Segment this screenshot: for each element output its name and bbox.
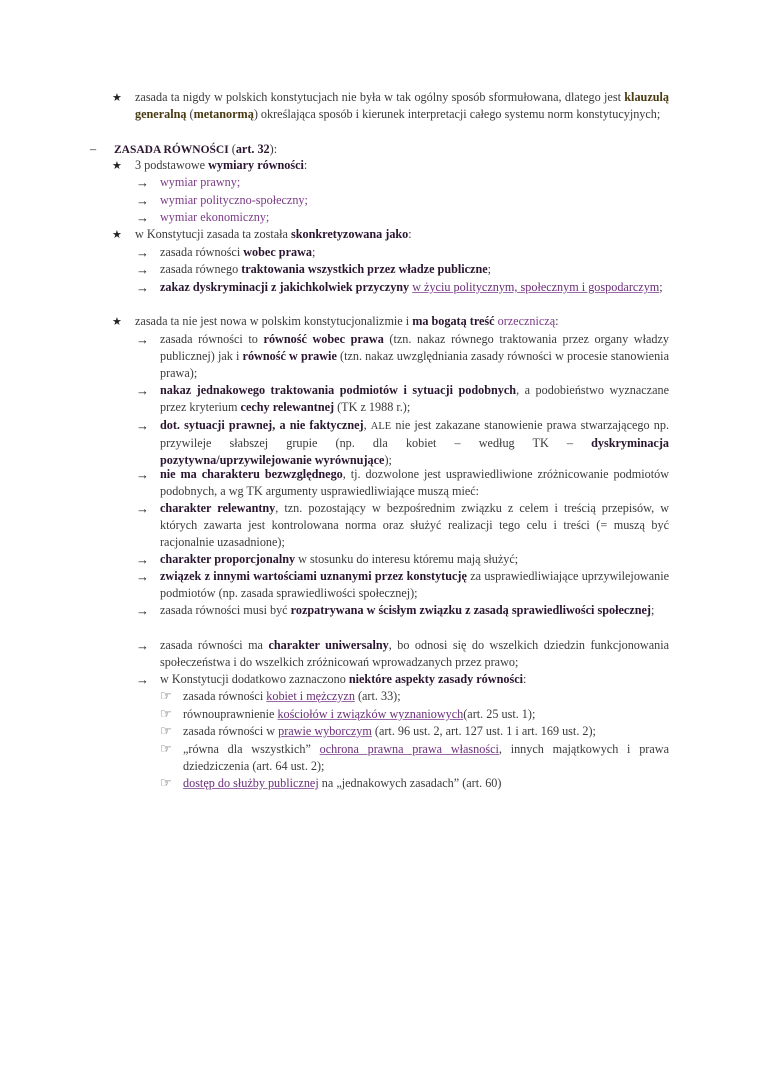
arrow-bullet-icon: → [136, 193, 149, 208]
list-item-wymiar-polityczny: wymiar polityczno-społeczny; [160, 193, 308, 207]
list-item-wobec-prawa: zasada równości wobec prawa; [160, 245, 316, 259]
pointing-hand-icon: ☞ [160, 723, 172, 738]
paragraph-generalna: zasada ta nigdy w polskich konstytucjach nie była w tak ogólny sposób sformułowana, dlatego jest klauzulą generalną (metanormą) określająca sposób i kierunek interpretacji całego systemu norm konstytucyjnych; [135, 90, 669, 122]
link-prawie-wyborczym[interactable]: prawie wyborczym [278, 724, 372, 738]
pointing-hand-icon: ☞ [160, 775, 172, 790]
arrow-bullet-icon: → [136, 672, 149, 687]
arrow-bullet-icon: → [136, 262, 149, 277]
list-item-aspekty: w Konstytucji dodatkowo zaznaczono niektóre aspekty zasady równości: [160, 672, 527, 686]
link-dostep-sluzby[interactable]: dostęp do służby publicznej [183, 776, 319, 790]
paragraph-bogata-tresc: zasada ta nie jest nowa w polskim konstytucjonalizmie i ma bogatą treść orzeczniczą: [135, 314, 559, 328]
link-kosciolow[interactable]: kościołów i związków wyznaniowych [277, 707, 464, 721]
arrow-bullet-icon: → [136, 603, 149, 618]
arrow-bullet-icon: → [136, 245, 149, 260]
arrow-bullet-icon: → [136, 638, 149, 653]
arrow-bullet-icon: → [136, 467, 149, 482]
paragraph-wymiary: 3 podstawowe wymiary równości: [135, 158, 308, 172]
arrow-bullet-icon: → [136, 552, 149, 567]
list-item-traktowania: zasada równego traktowania wszystkich przez władze publiczne; [160, 262, 492, 276]
link-ochrona-prawna[interactable]: ochrona prawna prawa własności [319, 742, 499, 756]
arrow-bullet-icon: → [136, 210, 149, 225]
list-item-sytuacja-prawna: dot. sytuacji prawnej, a nie faktycznej, ALE nie jest zakazane stanowienie prawa stwarzającego np. przywileje słabszej grupie (np. dla kobiet – według TK – dyskryminacja pozytywna/uprzywilejowanie wyrównujące); [160, 418, 669, 468]
list-item-nie-bezwzgledny: nie ma charakteru bezwzględnego, tj. dozwolone jest usprawiedliwione zróżnicowanie podmiotów podobnych, a wg TK argumenty usprawiedliwiające muszą mieć: [160, 467, 669, 499]
list-item-sprawiedliwosc: zasada równości musi być rozpatrywana w ścisłym związku z zasadą sprawiedliwości społecznej; [160, 603, 655, 617]
arrow-bullet-icon: → [136, 332, 149, 347]
list-item-uniwersalny: zasada równości ma charakter uniwersalny, bo odnosi się do wszelkich dziedzin funkcjonowania społeczeństwa i do wszelkich zróżnicowań wprowadzanych przez prawo; [160, 638, 669, 670]
star-bullet-icon: ★ [112, 92, 122, 104]
link-kobiet-mezczyzn[interactable]: kobiet i mężczyzn [266, 689, 355, 703]
arrow-bullet-icon: → [136, 569, 149, 584]
list-item-proporcjonalny: charakter proporcjonalny w stosunku do interesu któremu mają służyć; [160, 552, 519, 566]
section-heading-zasada-rownosci: ZASADA RÓWNOŚCI (art. 32): [114, 142, 278, 156]
star-bullet-icon: ★ [112, 160, 122, 172]
list-item-rownosc-wobec-prawa: zasada równości to równość wobec prawa (tzn. nakaz równego traktowania przez organy władzy publicznej) jak i równość w prawie (tzn. nakaz uwzględniania zasady równości w procesie stanowienia prawa); [160, 332, 669, 381]
sub-item-wyborczym: zasada równości w prawie wyborczym (art. 96 ust. 2, art. 127 ust. 1 i art. 169 ust. 2); [183, 724, 596, 738]
pointing-hand-icon: ☞ [160, 688, 172, 703]
sub-item-kosciolow: równouprawnienie kościołów i związków wyznaniowych(art. 25 ust. 1); [183, 707, 536, 721]
list-item-zakaz-dyskryminacji: zakaz dyskryminacji z jakichkolwiek przyczyny w życiu politycznym, społecznym i gospodarczym; [160, 280, 663, 294]
arrow-bullet-icon: → [136, 383, 149, 398]
link-zycie-polityczne[interactable]: w życiu politycznym, społecznym i gospodarczym [412, 280, 660, 294]
arrow-bullet-icon: → [136, 501, 149, 516]
list-item-zwiazek-wartosci: związek z innymi wartościami uznanymi przez konstytucję za usprawiedliwiające uprzywilejowanie podmiotów (np. zasada sprawiedliwości społecznej); [160, 569, 670, 601]
list-item-relewantny: charakter relewantny, tzn. pozostający w bezpośrednim związku z celem i treścią przepisów, w których zawarta jest kontrolowana norma oraz służyć realizacji tego celu i treści (= muszą być racjonalnie uzasadnione); [160, 501, 669, 550]
pointing-hand-icon: ☞ [160, 706, 172, 721]
arrow-bullet-icon: → [136, 418, 149, 433]
dash-bullet-icon: – [90, 142, 97, 156]
arrow-bullet-icon: → [136, 280, 149, 295]
sub-item-wlasnosci: „równa dla wszystkich” ochrona prawna prawa własności, innych majątkowych i prawa dziedziczenia (art. 64 ust. 2); [183, 742, 669, 774]
arrow-bullet-icon: → [136, 175, 149, 190]
sub-item-kobiet: zasada równości kobiet i mężczyzn (art. 33); [183, 689, 401, 703]
paragraph-skonkretyzowana: w Konstytucji zasada ta została skonkretyzowana jako: [135, 227, 412, 241]
star-bullet-icon: ★ [112, 229, 122, 241]
sub-item-sluzby: dostęp do służby publicznej na „jednakowych zasadach” (art. 60) [183, 776, 502, 790]
star-bullet-icon: ★ [112, 316, 122, 328]
list-item-wymiar-prawny: wymiar prawny; [160, 175, 241, 189]
list-item-wymiar-ekonomiczny: wymiar ekonomiczny; [160, 210, 270, 224]
pointing-hand-icon: ☞ [160, 741, 172, 756]
list-item-nakaz-jednakowego: nakaz jednakowego traktowania podmiotów i sytuacji podobnych, a podobieństwo wyznaczane przez kryterium cechy relewantnej (TK z 1988 r.); [160, 383, 669, 415]
